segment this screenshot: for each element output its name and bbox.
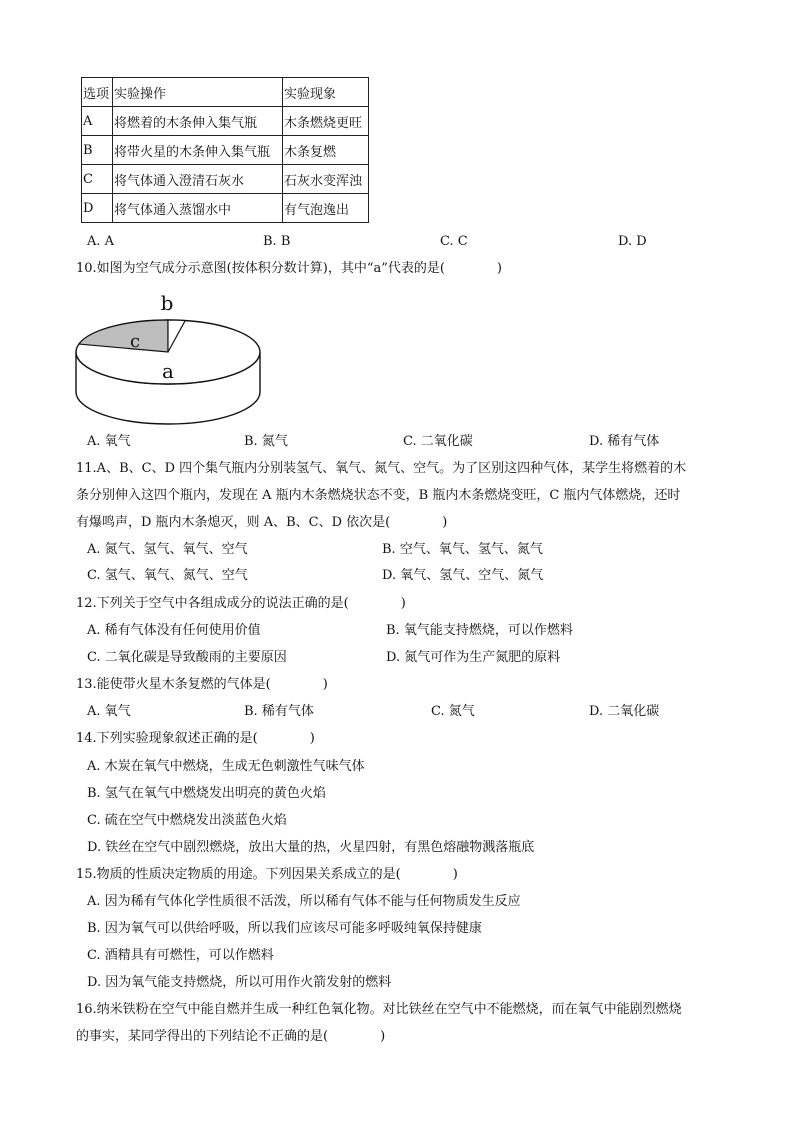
q14-option-a: A. 木炭在氧气中燃烧，生成无色刺激性气味气体 xyxy=(87,759,365,774)
q10-stem: 10.如图为空气成分示意图(按体积分数计算)，其中“a”代表的是( ) xyxy=(76,261,503,276)
table-cell: 将带火星的木条伸入集气瓶 xyxy=(113,136,283,165)
q12-stem: 12.下列关于空气中各组成成分的说法正确的是( ) xyxy=(76,596,406,611)
table-cell: 将燃着的木条伸入集气瓶 xyxy=(113,107,283,136)
q11-option-b: B. 空气、氧气、氢气、氮气 xyxy=(382,542,543,557)
q12-option-d: D. 氮气可作为生产氮肥的原料 xyxy=(386,650,561,665)
table-cell: A xyxy=(82,107,113,136)
table-row xyxy=(82,107,369,136)
q10-option-c: C. 二氧化碳 xyxy=(403,434,473,449)
table-row xyxy=(82,136,369,165)
table-cell: 将气体通入澄清石灰水 xyxy=(113,165,283,194)
q16-stem-line-2: 的事实，某同学得出的下列结论不正确的是( ) xyxy=(76,1029,386,1044)
table-header-row xyxy=(82,78,369,107)
pie-label-a: a xyxy=(162,359,174,383)
table-cell: 木条复燃 xyxy=(283,136,369,165)
q13-option-a: A. 氧气 xyxy=(87,704,131,719)
q9-option-d: D. D xyxy=(618,234,647,249)
table-cell: 木条燃烧更旺 xyxy=(283,107,369,136)
q10-option-d: D. 稀有气体 xyxy=(589,434,660,449)
q9-option-b: B. B xyxy=(263,234,291,249)
q13-option-d: D. 二氧化碳 xyxy=(589,704,660,719)
experiment-table xyxy=(81,77,369,223)
q11-stem-line-1: 11.A、B、C、D 四个集气瓶内分别装氢气、氧气、氮气、空气。为了区别这四种气体，某学生将燃着的木 xyxy=(76,461,687,476)
q15-option-a: A. 因为稀有气体化学性质很不活泼，所以稀有气体不能与任何物质发生反应 xyxy=(87,894,521,909)
q12-option-c: C. 二氧化碳是导致酸雨的主要原因 xyxy=(87,650,287,665)
table-cell: 有气泡逸出 xyxy=(283,194,369,223)
table-cell: B xyxy=(82,136,113,165)
table-cell: 石灰水变浑浊 xyxy=(283,165,369,194)
table-header-cell: 选项 xyxy=(82,78,113,107)
q11-option-d: D. 氧气、氢气、空气、氮气 xyxy=(382,568,544,583)
q14-option-d: D. 铁丝在空气中剧烈燃烧，放出大量的热，火星四射，有黑色熔融物溅落瓶底 xyxy=(87,840,535,855)
q14-option-c: C. 硫在空气中燃烧发出淡蓝色火焰 xyxy=(87,813,287,828)
q15-stem: 15.物质的性质决定物质的用途。下列因果关系成立的是( ) xyxy=(76,867,458,882)
q10-option-b: B. 氮气 xyxy=(244,434,288,449)
q15-option-c: C. 酒精具有可燃性，可以作燃料 xyxy=(87,948,274,963)
table-cell: C xyxy=(82,165,113,194)
q13-option-c: C. 氮气 xyxy=(431,704,475,719)
q10-option-a: A. 氧气 xyxy=(87,434,131,449)
table-cell: D xyxy=(82,194,113,223)
q15-option-b: B. 因为氧气可以供给呼吸，所以我们应该尽可能多呼吸纯氧保持健康 xyxy=(87,921,482,936)
q13-option-b: B. 稀有气体 xyxy=(244,704,314,719)
q12-option-a: A. 稀有气体没有任何使用价值 xyxy=(87,623,261,638)
q9-option-a: A. A xyxy=(87,234,115,249)
q11-stem-line-3: 有爆鸣声，D 瓶内木条熄灭，则 A、B、C、D 依次是( ) xyxy=(76,515,448,530)
pie-label-c: c xyxy=(129,331,141,352)
q16-stem-line-1: 16.纳米铁粉在空气中能自燃并生成一种红色氧化物。对比铁丝在空气中不能燃烧，而在氧气中能剧烈燃烧 xyxy=(76,1002,682,1017)
q13-stem: 13.能使带火星木条复燃的气体是( ) xyxy=(76,677,328,692)
q9-option-c: C. C xyxy=(440,234,468,249)
table-header-cell: 实验现象 xyxy=(283,78,369,107)
q11-option-c: C. 氢气、氧气、氮气、空气 xyxy=(87,568,248,583)
q11-stem-line-2: 条分别伸入这四个瓶内，发现在 A 瓶内木条燃烧状态不变，B 瓶内木条燃烧变旺，C 瓶内气体燃烧，还时 xyxy=(76,488,681,503)
air-composition-pie-chart xyxy=(74,290,264,426)
q15-option-d: D. 因为氧气能支持燃烧，所以可用作火箭发射的燃料 xyxy=(87,975,392,990)
table-cell: 将气体通入蒸馏水中 xyxy=(113,194,283,223)
pie-label-b: b xyxy=(160,291,174,315)
table-row xyxy=(82,194,369,223)
q11-option-a: A. 氮气、氢气、氧气、空气 xyxy=(87,542,248,557)
q14-option-b: B. 氢气在氧气中燃烧发出明亮的黄色火焰 xyxy=(87,786,326,801)
table-header-cell: 实验操作 xyxy=(113,78,283,107)
q12-option-b: B. 氧气能支持燃烧，可以作燃料 xyxy=(386,623,573,638)
q14-stem: 14.下列实验现象叙述正确的是( ) xyxy=(76,731,315,746)
table-row xyxy=(82,165,369,194)
